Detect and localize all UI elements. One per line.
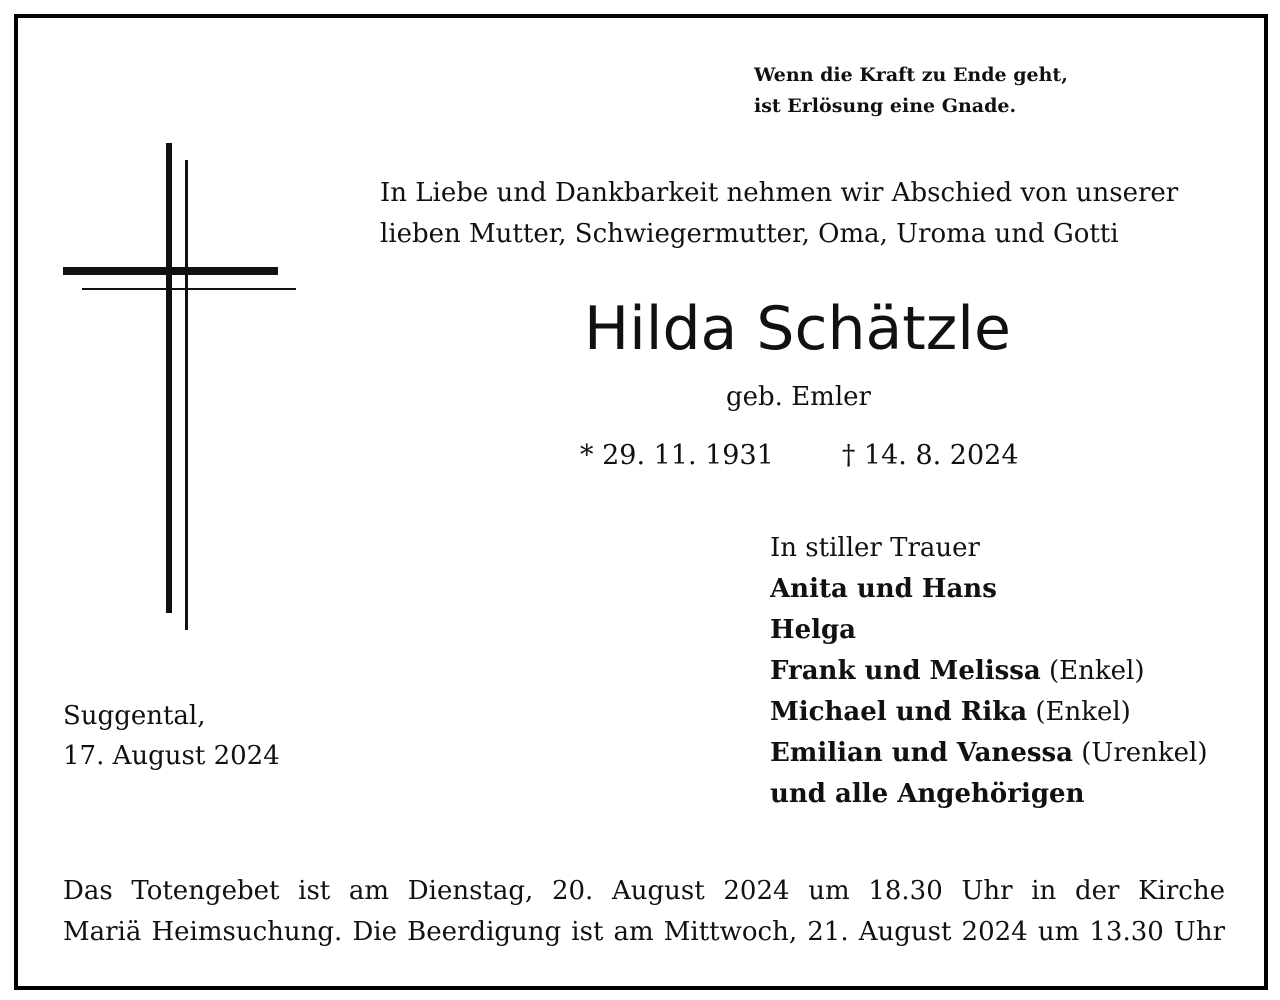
mourner-name: Emilian und Vanessa [770, 738, 1073, 768]
cross-vertical-bar [166, 143, 172, 613]
mourner-name: Anita und Hans [770, 574, 997, 604]
notice-line-1: Das Totengebet ist am Dienstag, 20. August 2024 um 18.30 Uhr in der Kirche [63, 876, 1225, 906]
place: Suggental, [63, 701, 206, 731]
motto-line-2: ist Erlösung eine Gnade. [754, 95, 1017, 117]
mourner-row [770, 692, 1207, 733]
life-dates [580, 438, 1019, 474]
motto-line-1: Wenn die Kraft zu Ende geht, [754, 64, 1068, 86]
cross-icon [58, 138, 298, 638]
mourner-name: Frank und Melissa [770, 656, 1041, 686]
mourners-heading: In stiller Trauer [770, 533, 980, 563]
mourner-relation: (Enkel) [1027, 697, 1131, 727]
mourners-block [770, 528, 1207, 815]
birth-date: * 29. 11. 1931 [580, 440, 774, 471]
intro-line-1: In Liebe und Dankbarkeit nehmen wir Abschied von unserer [380, 178, 1179, 208]
mourner-row [770, 733, 1207, 774]
mourner-name: Helga [770, 615, 857, 645]
funeral-notice [63, 871, 1225, 953]
intro-text [380, 173, 1178, 255]
mourner-row [770, 774, 1207, 815]
mourner-relation: (Urenkel) [1073, 738, 1208, 768]
cross-vertical-line [185, 160, 188, 630]
mourner-row [770, 651, 1207, 692]
obituary-frame [14, 14, 1268, 990]
mourner-relation: (Enkel) [1040, 656, 1145, 686]
mourner-name: und alle Angehörigen [770, 779, 1085, 809]
notice-line-2: Mariä Heimsuchung. Die Beerdigung ist am Mittwoch, 21. August 2024 um 13.30 Uhr [63, 917, 1225, 947]
deceased-name: Hilda Schätzle [584, 294, 1011, 364]
mourner-name: Michael und Rika [770, 697, 1028, 727]
intro-line-2: lieben Mutter, Schwiegermutter, Oma, Uroma und Gotti [380, 219, 1119, 249]
date: 17. August 2024 [63, 741, 280, 771]
death-date: † 14. 8. 2024 [841, 440, 1019, 471]
motto [754, 60, 1068, 122]
birth-name: geb. Emler [726, 382, 871, 412]
mourner-row [770, 569, 1207, 610]
mourner-row [770, 610, 1207, 651]
place-date [63, 696, 280, 776]
cross-horizontal-bar [63, 267, 278, 275]
cross-horizontal-line [82, 288, 296, 290]
